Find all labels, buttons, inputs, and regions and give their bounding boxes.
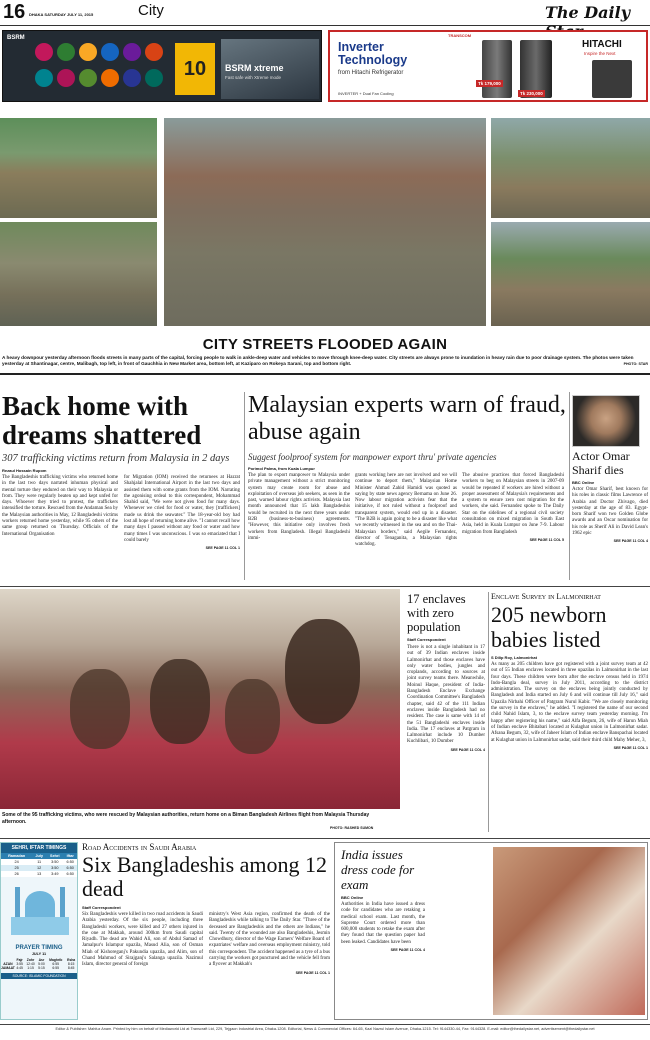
table-cell: 4:45	[16, 966, 23, 970]
story-back-home	[2, 392, 240, 592]
row-label: AZAN	[3, 962, 13, 966]
omar-sharif-photo	[572, 395, 640, 447]
ad-hitachi-brand-top: TRANSCOM	[448, 33, 472, 38]
prayer-header: Zohr	[26, 958, 35, 962]
color-circle-icon	[101, 43, 119, 61]
india-headline: India issues dress code for exam	[341, 847, 415, 892]
page-number: 16	[3, 1, 26, 23]
timings-sidebar	[0, 842, 78, 1020]
ad-bsrm[interactable]	[2, 30, 322, 102]
flood-caption-text: A heavy downpour yesterday afternoon floods streets in many parts of the capital, forcing people to walk in ankle-deep water and vehicles to move through knee-deep water. City streets are always prone to inundation in heavy rain due to poor drainage system. The photos were taken yesterday at Shantinagar, centre, Malibagh, top left, in front of Gauchhia in New Market area, bottom left, at Kaziparo on Rokeya Sarani, top and bottom right.	[2, 355, 634, 367]
divider	[0, 1024, 650, 1025]
back-home-col2: for Migration (IOM) received the returnees at Hazrat Shahjalal International Airport in the last two days and assisted them with some grants from the IOM. Narrating the agonising ordeal to this correspondent, Mohammad Shahid said, "We were not given food for many days. Whenever we cried for food or water, they [traffickers] made us drink the seawater." The 18-year-old boy had lost all hope of returning home alive. "I cannot recall how many days I passed without any food or water and how many times I was unconscious. I was so emaciated that I could barely	[124, 475, 240, 543]
table-cell: 3:50	[51, 860, 59, 864]
malaysia-see-page[interactable]: SEE PAGE 11 COL 5	[529, 537, 564, 542]
iftar-title: SEHRI, IFTAR TIMINGS	[1, 843, 77, 853]
table-cell: 12:40	[26, 962, 35, 966]
prayer-table	[1, 958, 77, 970]
ad-hitachi-logo: HITACHI	[582, 39, 622, 50]
iftar-header: Ramadan	[8, 854, 26, 858]
back-home-see-page[interactable]: SEE PAGE 11 COL 1	[205, 546, 240, 551]
person-silhouette	[150, 659, 210, 744]
color-circle-icon	[57, 43, 75, 61]
table-row	[1, 966, 77, 970]
photo-kaziparo-top	[491, 118, 650, 218]
malaysia-byline: Porimol Palma, from Kuala Lumpur	[248, 466, 315, 471]
color-circle-icon	[35, 69, 53, 87]
table-cell: 6:55	[52, 966, 60, 970]
ad-hitachi-headline: Inverter Technology	[338, 40, 408, 67]
row-label: JAMAAT	[1, 966, 15, 970]
table-cell: 6:50	[66, 866, 74, 870]
table-cell: 8:15	[67, 962, 75, 966]
table-cell: 24	[14, 860, 19, 864]
table-row	[1, 871, 77, 877]
omar-sharif-headline: Actor Omar Sharif dies	[572, 449, 630, 477]
table-cell: 11	[37, 860, 42, 864]
divider	[244, 392, 245, 580]
omar-sharif-see-page[interactable]: SEE PAGE 11 COL 4	[613, 539, 648, 544]
back-home-headline: Back home with dreams shattered	[2, 391, 202, 450]
babies-headline: 205 newborn babies listed	[491, 602, 607, 652]
table-cell: 6:50	[66, 860, 74, 864]
ad-hitachi-subheadline: from Hitachi Refrigerator	[338, 70, 404, 76]
returnees-photo-credit: PHOTO: RASHED SUMON	[330, 826, 374, 830]
ad-hitachi-tag: Inspire the Next	[584, 51, 616, 56]
enclaves-byline: Staff Correspondent	[407, 637, 446, 642]
table-cell: 5:15	[38, 966, 45, 970]
mosque-icon	[1, 883, 77, 945]
prayer-header: Fajr	[16, 958, 23, 962]
person-silhouette	[70, 669, 130, 749]
iftar-header: Iftar	[66, 854, 74, 858]
table-cell: 6:50	[66, 872, 74, 876]
back-home-col1: The Bangladeshis trafficking victims who returned home in the last two days narrated inhuman physical and mental torture they endured on their way to Malaysia or from. They were regularly beaten up and kept unfed for days. Whoever they tried to protest, the traffickers intensified the torture. Rescued from the Andaman Sea by the Malaysian authorities in May, 12 Bangladeshi victims workers returned home yesterday, while 95 others of the same group returned on Thursday. Officials of the International Organisation	[2, 475, 118, 537]
table-cell: 3:50	[51, 866, 59, 870]
price-tag-1: Tk 179,000	[478, 81, 501, 86]
color-circle-icon	[57, 69, 75, 87]
person-silhouette	[285, 619, 360, 724]
ad-bsrm-tagline-brand: BSRM xtreme	[225, 63, 284, 73]
flood-caption	[2, 355, 648, 367]
color-circle-icon	[145, 69, 163, 87]
flood-photo-credit: PHOTO: STAR	[623, 362, 648, 367]
india-see-page[interactable]: SEE PAGE 11 COL 4	[390, 948, 425, 953]
malaysia-subhead: Suggest foolproof system for manpower export thru' private agencies	[248, 452, 497, 462]
color-circle-icon	[79, 69, 97, 87]
table-cell: 3:49	[51, 872, 59, 876]
enclaves-see-page[interactable]: SEE PAGE 11 COL 4	[450, 747, 485, 752]
divider	[0, 373, 650, 375]
flood-headline: CITY STREETS FLOODED AGAIN	[202, 336, 448, 353]
mosque-base	[11, 917, 69, 935]
table-cell: 25	[14, 866, 19, 870]
prayer-date: JULY 11	[31, 952, 47, 956]
ad-hitachi-features: INVERTER + Dual Fan Cooling	[338, 91, 394, 96]
fridge-icon	[482, 40, 512, 98]
table-cell: 12	[37, 866, 42, 870]
masthead	[0, 0, 650, 26]
saudi-col1: Six Bangladeshis were killed in two road accidents in Saudi Arabia yesterday. Of the six people, including three Bangladeshi workers, were killed and 27 others injured in the one at Makkah, around 300km from Saudi capital Riyadh. The dead are Wahid Ali, son of Abdul Samad of Jamalpur's Islampur upazila, Masud Alia, son of Osman Miah of Kishoreganj's Pakundia upazila, and Alim, son of Chand Mahmud of Sirajganj's Salanga upazila. Nazimul Islam, director general of foreign	[82, 912, 203, 968]
iftar-header: Sehri	[50, 854, 60, 858]
enclaves-text: There is not a single inhabitant in 17 out of 39 Indian enclaves inside Lalmonirhat and those enclaves have only water bodies, jungles and croplands, according to sources at joint survey teams there. Meanwhile, Moinul Haque, president of India-Bangladesh Enclave Exchange Coordination Committee's Bangladesh chapter, said 42 of the 111 Indian enclaves inside Bangladesh had no resident. The case is same with 14 of the 51 Bangladeshi enclaves inside India. The 17 enclaves at Patgram in Lalmonirhat include 10 Dumber Kuchlibari, 10 Dumber	[407, 645, 485, 745]
saudi-byline: Staff Correspondent	[82, 905, 121, 910]
enclaves-headline: 17 enclaves with zero population	[407, 592, 466, 634]
omar-sharif-text: Actor Omar Sharif, best known for his roles in classic films Lawrence of Arabia and Doctor Zhivago, died yesterday at the age of 83. Egypt-born Sharif won two Golden Globe awards and an Oscar nomination for his role as Sherif Ali in David Lean's 1962 epic	[572, 487, 648, 537]
babies-kicker: Enclave Survey in Lalmonirhat	[491, 592, 601, 601]
color-circle-icon	[123, 69, 141, 87]
footer-imprint: Editor & Publisher: Mahfuz Anam. Printed by him on behalf of Mediaworld Ltd at Transcraft Ltd, 229, Tejgaon Industrial Area, Dhaka-1208. Editorial, News & Commercial Offices: 64-65, Kazi Nazrul Islam Avenue, Dhaka-1215. Tel: 9144330-44, Fax: 9144328. E-mail: editor@thedailystar.net, advertisement@thedailystar.net	[55, 1027, 595, 1031]
saudi-kicker: Road Accidents in Saudi Arabia	[82, 842, 197, 852]
prayer-source: SOURCE: ISLAMIC FOUNDATION	[1, 973, 77, 979]
saudi-see-page[interactable]: SEE PAGE 11 COL 1	[295, 970, 330, 975]
table-cell: 8:45	[67, 966, 75, 970]
ad-bsrm-brand: BSRM	[7, 35, 25, 41]
divider	[0, 586, 650, 587]
babies-text: As many as 205 children have got registered with a joint survey team at 42 out of 55 Indian enclaves located in three upazilas in Lalmonirhat in the last four days. These children were born after the enclave census held in 1974 Indo-Bangla deal, survey in July 2011, according to the district administration. The survey on the enclaves being jointly conducted by Bangladesh and India started on July 6 and will continue till July 16," said Upazila Nirbahi Officer of Patgram Nurul Kabir. "We are closely monitoring the survey in the enclaves," he added. "I registered the name of our second child Nahid Islam, 3, to the enclave survey team yesterday morning. I'm happy after registering his name," said Alfa Begum, 26, wife of Harun Miah of Indian enclave Bhitabari located at Kulaghat union in Lalmonirhat sadar. Afsana Begum, 32, wife of Jaheer Islam of Indian enclave Banspachai located at Kulaghat union in Lalmonirhat sadar, said their third child Mahy Meher, 3,	[491, 662, 648, 743]
story-malaysia	[248, 392, 566, 592]
divider	[0, 838, 650, 839]
iftar-table	[1, 853, 77, 877]
photo-kaziparo-bottom	[491, 222, 650, 326]
india-byline: BBC Online	[341, 895, 364, 900]
table-cell: 1:15	[27, 966, 34, 970]
mosque-dome	[25, 891, 55, 917]
story-enclaves	[407, 592, 485, 834]
ad-hitachi-fridge-right	[592, 60, 632, 98]
india-text-block	[341, 847, 425, 952]
photo-returnees	[0, 589, 400, 809]
prayer-title: PRAYER TIMING	[15, 945, 63, 951]
table-cell: 26	[14, 872, 19, 876]
color-circle-icon	[123, 43, 141, 61]
saudi-headline: Six Bangladeshis among 12 dead	[82, 852, 328, 901]
babies-byline: S Dilip Roy, Lalmonirhat	[491, 655, 537, 660]
date-line: DHAKA SATURDAY JULY 11, 2015	[29, 12, 94, 17]
prayer-header: Esha	[67, 958, 76, 962]
table-cell: 6:55	[52, 962, 60, 966]
photo-india-exam	[493, 847, 645, 1015]
back-home-byline: Rezaul Hossain Rupom	[2, 468, 47, 473]
color-circle-icon	[35, 43, 53, 61]
prayer-header: Asr	[38, 958, 45, 962]
saudi-col2: ministry's West Asia region, confirmed the death of the Bangladeshis while talking to The Daily Star. "Three of the deceased are Bangladeshis and the others are Indians," he said. Twenty of the wounded are also Bangladeshis, Jesmin Chowdhury, director of the Wage Earners' Welfare Board of expatriates' welfare and overseas employment ministry, told this correspondent. The accident happened as a tyre of a bus carrying the workers got punctured and the vehicle fell from a flyover at Makkah's	[209, 912, 330, 968]
ad-bsrm-icons	[35, 43, 170, 99]
story-saudi	[82, 842, 330, 1020]
ad-hitachi[interactable]	[328, 30, 648, 102]
malaysia-col1: The plan to export manpower to Malaysia under private management without a strict monitoring system may create room for abuse and exploitation of overseas job seekers, as seen in the past, warned labour rights activists. Malaysia last month announced that 15 lakh Bangladeshis would be recruited in the next three years under B2B (business-to-business) agreements. "However, this initiative only involves fresh workers from Bangladesh. Illegal Bangladeshi immi-	[248, 473, 350, 541]
prayer-header: Maghrib	[49, 958, 63, 962]
iftar-header: July	[35, 854, 43, 858]
badge-number: 10	[183, 58, 207, 80]
table-cell: 3:55	[16, 962, 23, 966]
ad-bsrm-badge	[175, 43, 215, 95]
color-circle-icon	[101, 69, 119, 87]
photo-shantinagar	[164, 118, 486, 326]
table-cell: 5:00	[38, 962, 45, 966]
divider	[569, 392, 570, 580]
ad-bsrm-tagline: Fast safe with Xtreme mode	[225, 75, 282, 80]
person-silhouette	[225, 679, 280, 754]
section-name: City	[138, 2, 164, 19]
photo-malibagh	[0, 118, 157, 218]
divider	[488, 592, 489, 832]
story-omar-sharif	[572, 395, 648, 590]
babies-see-page[interactable]: SEE PAGE 11 COL 1	[613, 745, 648, 750]
malaysia-headline: Malaysian experts warn of fraud, abuse again	[248, 392, 566, 445]
india-text: Authorities in India have issued a dress code for candidates who are retaking a medical school exam. Last month, the Supreme Court ordered more than 600,000 students to retake the exam after they found that the question paper had been leaked. Candidates have been	[341, 902, 425, 945]
malaysia-col3: The abusive practices that forced Bangladeshi workers to beg on Malaysian streets in 2007-09 would be repeated if workers are hired without a proper assessment of Malaysia's requirements and a system to ensure zero cost migration for the workers, she said. Fernandez spoke to The Daily Star on the sidelines of a regional civil society consultation on mixed migration in South East Asia, held in Kuala Lumpur on June 7-9. Labour migration from Bangladesh	[462, 473, 564, 535]
back-home-subhead: 307 trafficking victims return from Malaysia in 2 days	[2, 453, 230, 464]
malaysia-col2: grants working here are not involved and we will continue to deport them," Malaysian Home Minister Ahmad Zahid Hamidi was quoted as saying by state news agency Bernama on June 26. Now labour migration activists fear that the initiative, if not ruled without a foolproof and transparent system, would end up in a disaster. "The B2B is again going to be a disaster like what we recently witnessed in the sea and on the Thai-Malaysian borders," said Aegile Fernandez, director of Tenaganita, a Malaysian rights watchdog.	[355, 473, 457, 548]
returnees-caption: Some of the 95 trafficking victims, who were rescued by Malaysian authorities, return home on a Biman Bangladesh Airlines flight from Malaysia Thursday afternoon.	[2, 812, 370, 825]
paper-logo: The Daily	[545, 3, 630, 22]
story-india	[334, 842, 648, 1020]
price-tag-2: Tk 230,000	[520, 91, 543, 96]
omar-sharif-byline: BBC Online	[572, 480, 595, 485]
color-circle-icon	[79, 43, 97, 61]
color-circle-icon	[145, 43, 163, 61]
story-babies	[491, 592, 648, 834]
table-cell: 13	[37, 872, 42, 876]
photo-new-market	[0, 222, 157, 326]
